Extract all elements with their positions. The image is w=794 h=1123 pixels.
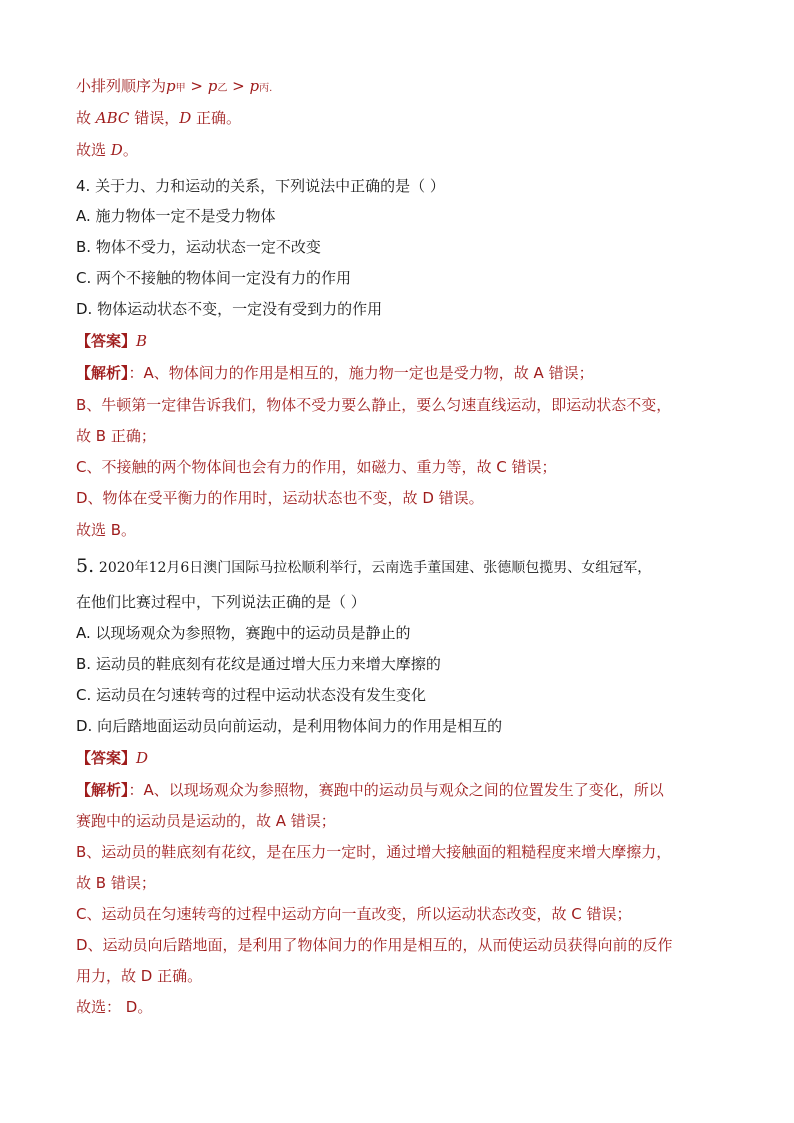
q4-option-c: C. 两个不接触的物体间一定没有力的作用 [76, 269, 352, 287]
answer-tag: 【答案】 [76, 749, 137, 767]
q5-option-d: D. 向后踏地面运动员向前运动，是利用物体间力的作用是相互的 [76, 717, 503, 735]
q5-stem-line2: 在他们比赛过程中，下列说法正确的是（ ） [76, 593, 366, 611]
text: 错误， [134, 109, 180, 127]
analysis-tag: 【解析】 [76, 364, 129, 382]
answer-value: B [136, 332, 148, 350]
q5-option-c: C. 运动员在匀速转弯的过程中运动状态没有发生变化 [76, 686, 427, 704]
q5-analysis-b2: 故 B 错误； [76, 874, 156, 892]
option-d: D [179, 109, 192, 127]
sub-jia: 甲 [175, 83, 186, 94]
q4-analysis-b1: B、牛顿第一定律告诉我们，物体不受力要么静止，要么匀速直线运动，即运动状态不变， [76, 396, 672, 414]
options-abc: ABC [95, 109, 130, 127]
q5-analysis-d1: D、运动员向后踏地面，是利用了物体间力的作用是相互的，从而使运动员获得向前的反作 [76, 936, 673, 954]
q5-analysis-a2: 赛跑中的运动员是运动的，故 A 错误； [76, 812, 336, 830]
answer-tag: 【答案】 [76, 332, 137, 350]
p-symbol: p [249, 77, 260, 95]
text: 。 [122, 141, 138, 159]
q5-analysis-d2: 用力，故 D 正确。 [76, 967, 203, 985]
analysis-text: ：A、物体间力的作用是相互的，施力物一定也是受力物，故 A 错误； [128, 364, 594, 382]
q5-option-b: B. 运动员的鞋底刻有花纹是通过增大压力来增大摩擦的 [76, 655, 441, 673]
q4-option-b: B. 物体不受力，运动状态一定不改变 [76, 238, 321, 256]
q4-analysis-a [76, 363, 594, 383]
prev-choice-line [76, 140, 138, 160]
p-symbol: p [207, 77, 218, 95]
answer-value: D [136, 749, 149, 767]
q5-stem-line1 [76, 556, 651, 578]
text: 故 [76, 109, 92, 127]
p-symbol: p [166, 77, 176, 95]
q5-answer [76, 748, 148, 768]
q5-analysis-c: C、运动员在匀速转弯的过程中运动方向一直改变，所以运动状态改变，故 C 错误； [76, 905, 632, 923]
text: 正确。 [196, 109, 242, 127]
prev-conclusion-line [76, 108, 241, 128]
text: 故选 [76, 141, 107, 159]
q4-analysis-d: D、物体在受平衡力的作用时，运动状态也不变，故 D 错误。 [76, 489, 484, 507]
analysis-tag: 【解析】 [76, 781, 129, 799]
sub-yi: 乙 [217, 83, 228, 94]
analysis-text: ：A、以现场观众为参照物，赛跑中的运动员与观众之间的位置发生了变化，所以 [128, 781, 664, 799]
q4-stem: 4. 关于力、力和运动的关系，下列说法中正确的是（ ） [76, 177, 445, 195]
end-dot: . [269, 83, 273, 94]
q4-answer [76, 331, 147, 351]
option-d: D [110, 141, 123, 159]
gt-symbol: > [190, 77, 203, 95]
q4-option-d: D. 物体运动状态不变，一定没有受到力的作用 [76, 300, 383, 318]
pressure-order-line [76, 76, 272, 99]
q5-number: 5. [76, 555, 95, 577]
q5-analysis-a1 [76, 780, 664, 800]
q4-choice: 故选 B。 [76, 521, 137, 539]
q5-stem-text: 2020年12月6日澳门国际马拉松顺利举行，云南选手董国建、张德顺包揽男、女组冠军， [98, 560, 652, 576]
q4-option-a: A. 施力物体一定不是受力物体 [76, 207, 276, 225]
q5-choice: 故选： D。 [76, 998, 153, 1016]
q4-analysis-b2: 故 B 正确； [76, 427, 156, 445]
q5-analysis-b1: B、运动员的鞋底刻有花纹，是在压力一定时，通过增大接触面的粗糙程度来增大摩擦力， [76, 843, 672, 861]
sub-bing: 丙 [259, 83, 270, 94]
q5-option-a: A. 以现场观众为参照物，赛跑中的运动员是静止的 [76, 624, 411, 642]
q4-analysis-c: C、不接触的两个物体间也会有力的作用，如磁力、重力等，故 C 错误； [76, 458, 557, 476]
order-prefix: 小排列顺序为 [76, 77, 167, 95]
gt-symbol: > [232, 77, 245, 95]
